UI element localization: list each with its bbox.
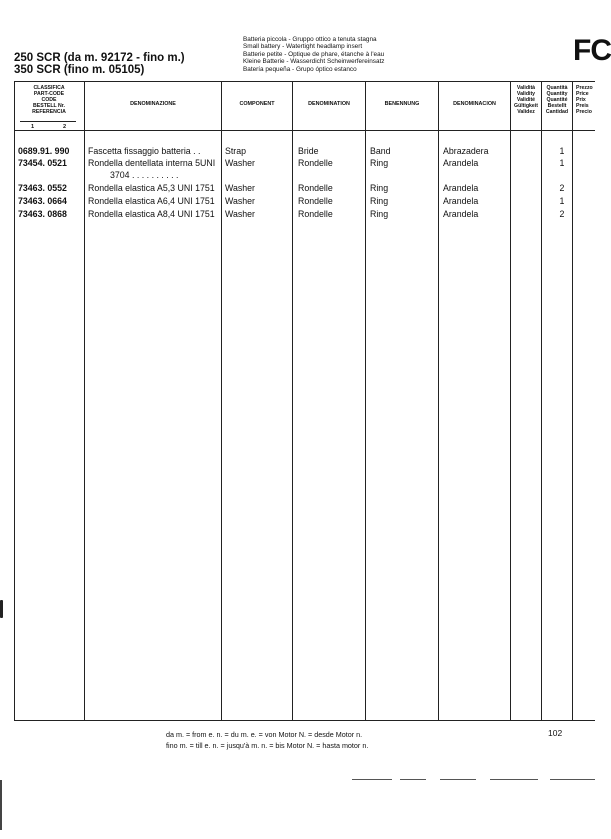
table-header-divider [14, 130, 595, 131]
name-de: Ring [370, 196, 389, 206]
scan-dash [550, 779, 595, 780]
name-de: Ring [370, 209, 389, 219]
header-quantity-es: Cantidad [545, 108, 569, 115]
description-it: Batteria piccola - Gruppo ottico a tenuta stagna [243, 36, 377, 43]
description-en: Small battery - Watertight headlamp insert [243, 43, 363, 51]
scan-dash [440, 779, 476, 780]
name-es: Arandela [443, 183, 479, 193]
header-code-es: REFERENCIA [32, 108, 66, 115]
name-en: Washer [225, 158, 255, 168]
legend-till: fino m. = till e. n. = jusqu'à m. n. = bis Motor N. = hasta motor n. [166, 741, 369, 750]
model-line-250: 250 SCR (da m. 92172 - fino m.) [14, 52, 185, 64]
part-code: 73463. 0552 [18, 183, 67, 193]
name-it: Rondella elastica A6,4 UNI 1751 [88, 196, 215, 206]
col-line [221, 81, 222, 720]
description-de: Kleine Batterie - Wasserdicht Scheinwerfereinsatz [243, 58, 385, 66]
name-de: Ring [370, 158, 389, 168]
quantity: 2 [559, 209, 565, 219]
name-it: Rondella elastica A8,4 UNI 1751 [88, 209, 215, 219]
header-code-en: PART-CODE [33, 90, 65, 97]
name-fr: Rondelle [298, 209, 333, 219]
col-line [84, 81, 85, 720]
header-validity-de: Gültigkeit [514, 102, 538, 109]
name-fr: Rondelle [298, 158, 333, 168]
header-component: COMPONENT [239, 101, 275, 107]
header-price-en: Price [576, 90, 589, 97]
table-top-border [14, 81, 595, 82]
scan-dash [352, 779, 392, 780]
col-line [572, 81, 573, 720]
model-line-350: 350 SCR (fino m. 05105) [14, 64, 145, 76]
part-code: 73454. 0521 [18, 158, 67, 168]
name-de: Ring [370, 183, 389, 193]
header-quantity-fr: Quantité [546, 96, 568, 103]
scan-edge [0, 780, 2, 830]
header-code-fr: CODE [41, 96, 57, 103]
name-it: Rondella dentellata interna 5UNI [88, 158, 216, 168]
name-es: Arandela [443, 158, 479, 168]
quantity: 1 [559, 146, 565, 156]
name-es: Arandela [443, 209, 479, 219]
name-fr: Rondelle [298, 196, 333, 206]
page-number: 102 [548, 728, 563, 738]
description-es: Batería pequeña - Grupo óptico estanco [243, 65, 357, 73]
part-code: 73463. 0664 [18, 196, 67, 206]
scan-dash [400, 779, 426, 780]
description-fr: Batterie petite - Optique de phare, étanche à l'eau [243, 50, 385, 58]
legend-from: da m. = from e. n. = du m. e. = von Motor N. = desde Motor n. [166, 730, 363, 739]
table-bottom-border [14, 720, 595, 721]
header-denominacion: DENOMINACION [453, 101, 496, 107]
name-fr: Rondelle [298, 183, 333, 193]
col-line [14, 81, 15, 720]
header-price [573, 86, 598, 116]
header-validity-es: Validez [517, 108, 535, 115]
header-validity-it: Validità [516, 85, 536, 91]
scan-dash [490, 779, 538, 780]
scan-mark [0, 600, 3, 618]
header-price-it: Prezzo [576, 85, 593, 91]
name-en: Washer [225, 196, 255, 206]
header-quantity [542, 86, 572, 116]
col-line [541, 81, 542, 720]
header-code-sub-2: 2 [63, 124, 67, 130]
header-validity-fr: Validité [516, 96, 536, 103]
model-range [14, 52, 185, 76]
code-subdivider [20, 121, 76, 122]
name-fr: Bride [298, 146, 319, 156]
header-code-sub-1: 1 [31, 124, 35, 130]
quantity: 1 [559, 158, 565, 168]
header-price-de: Preis [576, 102, 589, 109]
col-line [510, 81, 511, 720]
header-quantity-de: Bestellt [547, 102, 567, 109]
col-line [365, 81, 366, 720]
header-price-fr: Prix [576, 96, 586, 103]
header-code [16, 86, 82, 116]
header-quantity-it: Quantità [546, 85, 568, 91]
part-code: 73463. 0868 [18, 209, 67, 219]
name-it: Rondella elastica A5,3 UNI 1751 [88, 183, 215, 193]
header-quantity-en: Quantity [546, 90, 568, 97]
col-line [438, 81, 439, 720]
header-denomination: DENOMINATION [308, 101, 350, 107]
quantity: 1 [559, 196, 565, 206]
name-en: Strap [225, 146, 247, 156]
header-validity [511, 86, 541, 116]
name-it: Fascetta fissaggio batteria . . [88, 146, 201, 156]
section-badge: FC [573, 34, 611, 67]
quantity: 2 [559, 183, 565, 193]
group-description [243, 36, 384, 73]
name-de: Band [370, 146, 391, 156]
name-es: Abrazadera [443, 146, 489, 156]
header-code-it: CLASSIFICA [33, 85, 65, 91]
name-es: Arandela [443, 196, 479, 206]
header-validity-en: Validity [516, 90, 536, 97]
name-en: Washer [225, 183, 255, 193]
name-en: Washer [225, 209, 255, 219]
header-code-de: BESTELL Nr. [33, 102, 65, 109]
name-it-continued: 3704 . . . . . . . . . . [110, 170, 179, 180]
col-line [292, 81, 293, 720]
header-denominazione: DENOMINAZIONE [130, 101, 176, 107]
header-price-es: Precio [576, 108, 592, 115]
part-code: 0689.91. 990 [18, 146, 70, 156]
header-benennung: BENENNUNG [384, 101, 420, 107]
